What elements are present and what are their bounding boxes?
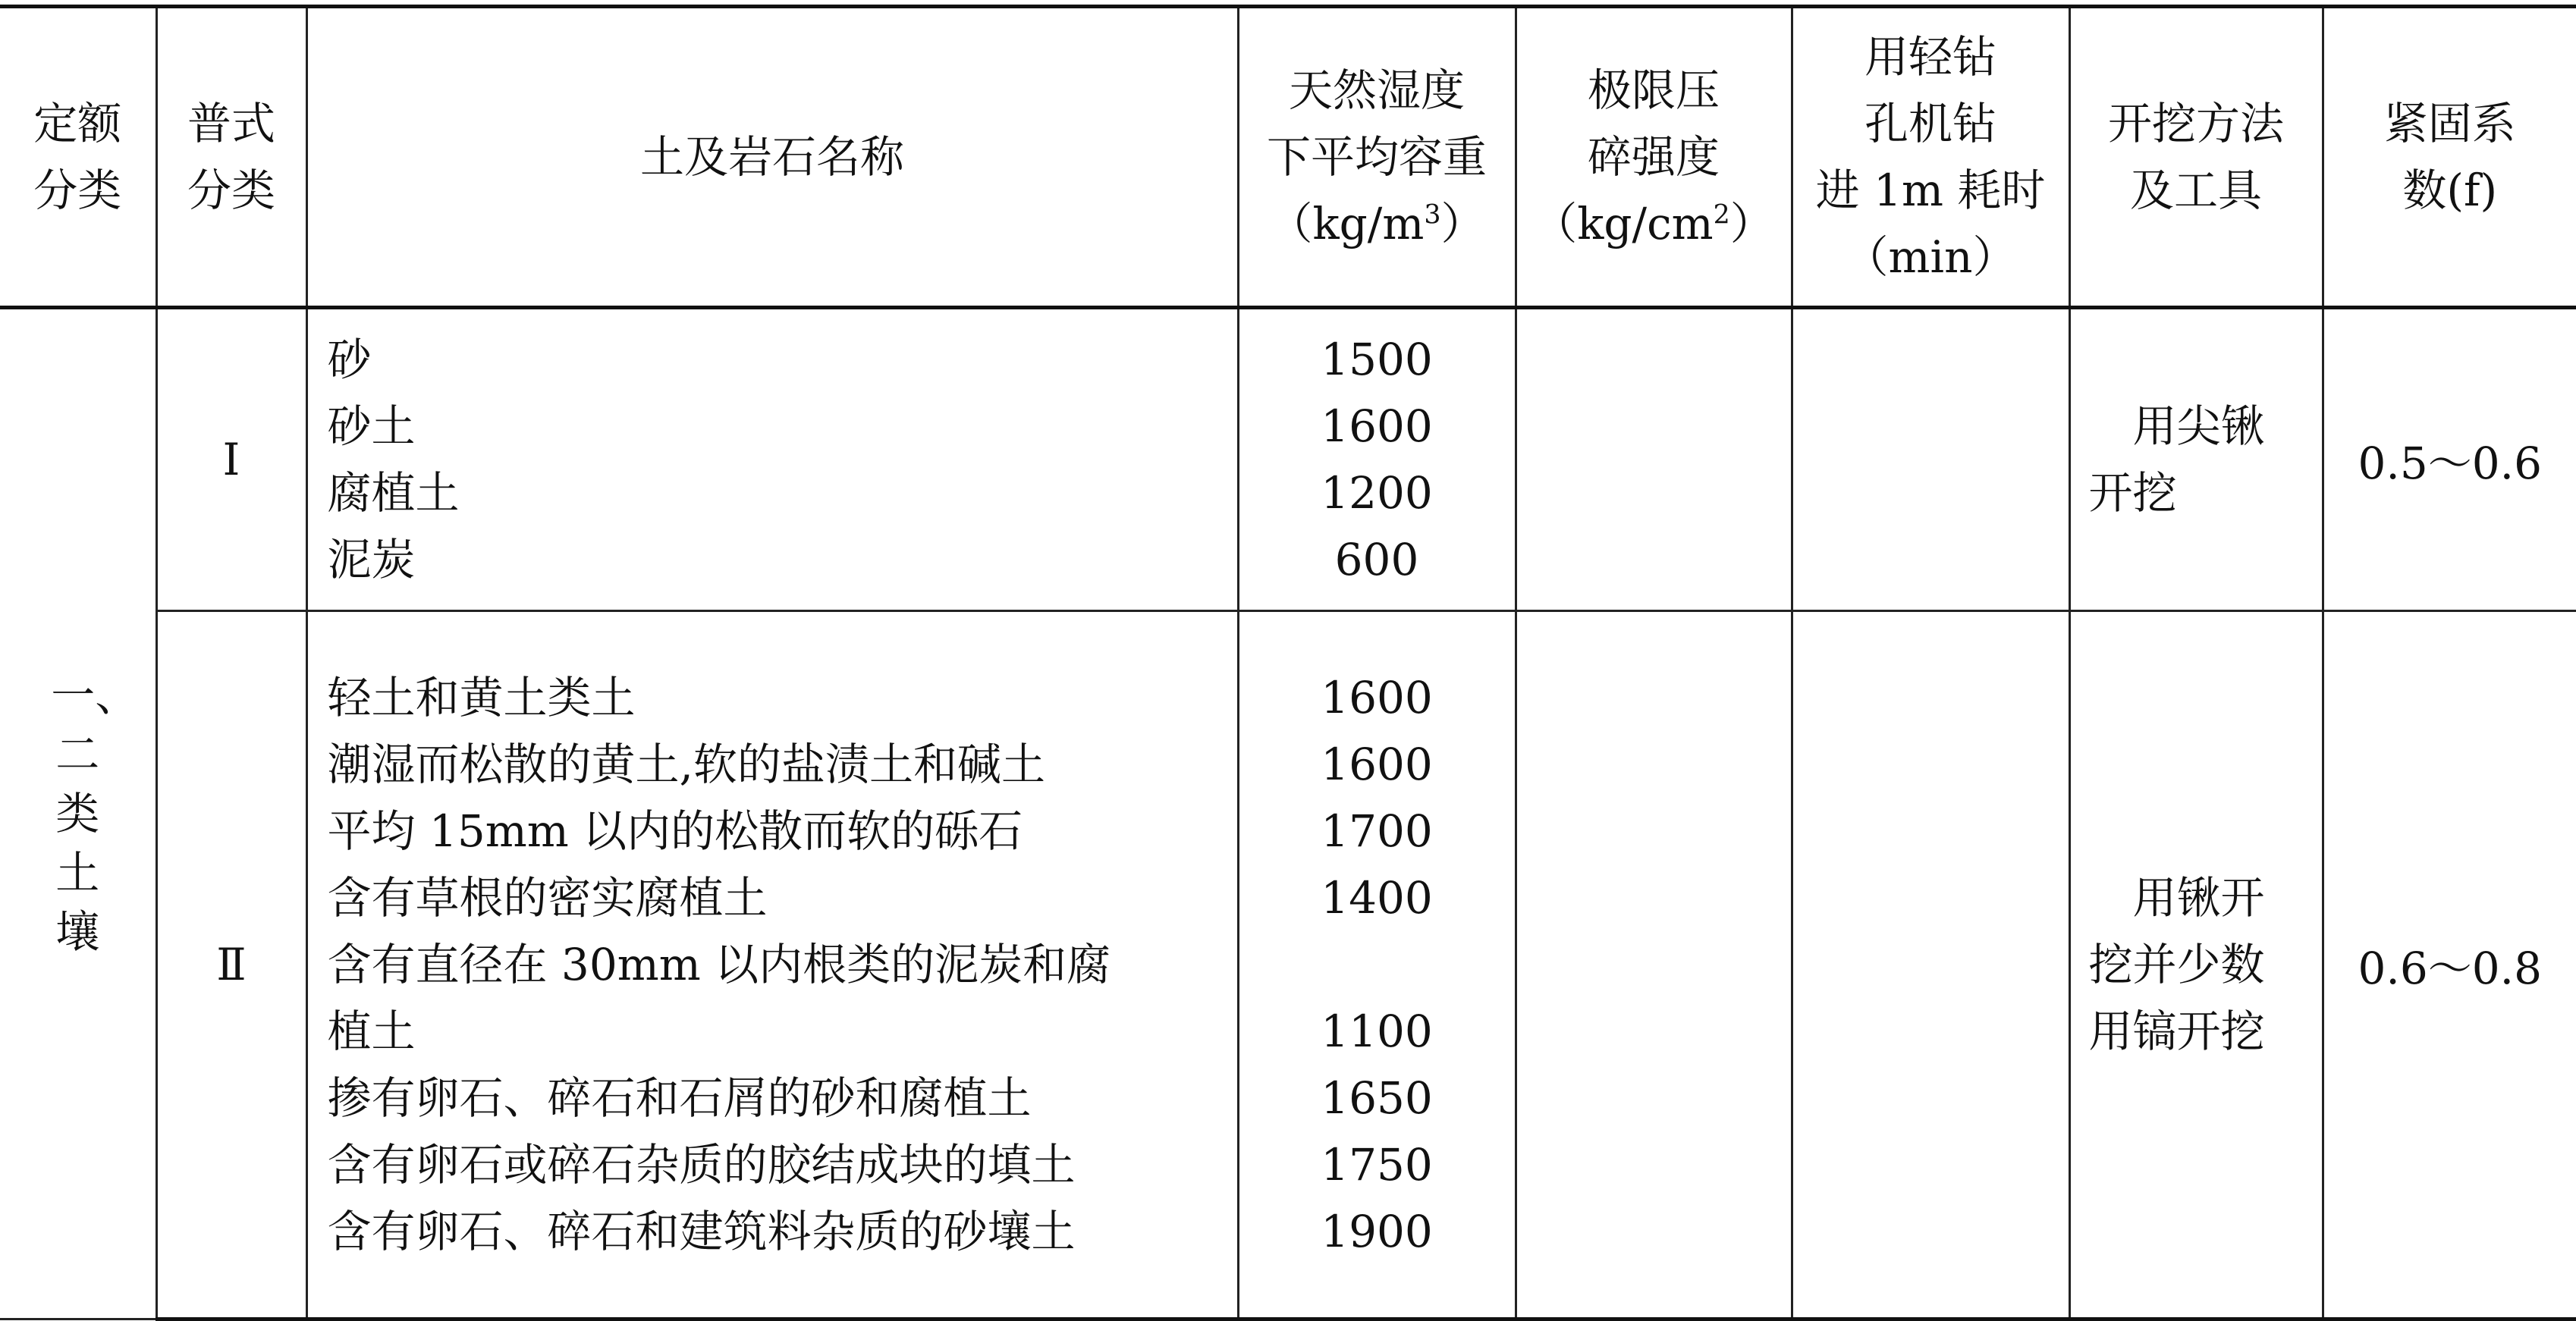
density-value: 1500 bbox=[1321, 334, 1433, 385]
header-coefficient-line-2: 数(f) bbox=[2402, 165, 2498, 216]
drill-time-cell-2 bbox=[1792, 611, 2069, 1319]
soil-name: 植土 bbox=[327, 1006, 416, 1057]
density-value: 1600 bbox=[1321, 739, 1433, 790]
header-quota-class bbox=[0, 7, 156, 308]
header-density-unit-exp: 3 bbox=[1424, 199, 1441, 231]
table-row-grade-1 bbox=[0, 308, 2576, 611]
strength-cell-1 bbox=[1516, 308, 1792, 611]
coefficient-cell-2 bbox=[2323, 611, 2576, 1319]
header-drill-time bbox=[1792, 7, 2069, 308]
header-density bbox=[1238, 7, 1516, 308]
names-cell-2 bbox=[306, 611, 1238, 1319]
header-general-class-line-1: 普式 bbox=[187, 98, 275, 149]
header-general-class-line-2: 分类 bbox=[187, 165, 275, 216]
header-drill-time-line-1: 用轻钻 bbox=[1864, 31, 1996, 83]
soil-name: 腐植土 bbox=[327, 467, 460, 519]
header-strength-unit bbox=[1517, 190, 1791, 257]
header-coefficient-line-1: 紧固系 bbox=[2383, 98, 2516, 149]
header-row bbox=[0, 7, 2576, 308]
header-strength-line-2: 碎强度 bbox=[1587, 131, 1720, 183]
header-density-unit-base: （kg/m bbox=[1268, 198, 1425, 249]
header-drill-time-line-3: 进 1m 耗时 bbox=[1815, 165, 2046, 216]
density-value bbox=[1239, 931, 1515, 998]
header-density-unit-close: ） bbox=[1440, 198, 1485, 249]
density-value: 600 bbox=[1334, 534, 1419, 585]
method-line: 用锹开 bbox=[2132, 872, 2265, 924]
header-quota-class-line-1: 定额 bbox=[33, 98, 122, 149]
density-value: 1100 bbox=[1321, 1006, 1433, 1057]
header-strength-unit-exp: 2 bbox=[1713, 199, 1730, 231]
density-cell-1 bbox=[1238, 308, 1516, 611]
header-strength-unit-base: （kg/cm bbox=[1533, 198, 1714, 249]
soil-name: 轻土和黄土类土 bbox=[327, 672, 636, 723]
header-density-unit bbox=[1239, 190, 1515, 257]
header-name bbox=[306, 7, 1238, 308]
header-density-line-2: 下平均容重 bbox=[1266, 131, 1487, 183]
density-value: 1200 bbox=[1321, 467, 1433, 519]
soil-name: 平均 15mm 以内的松散而软的砾石 bbox=[327, 805, 1023, 857]
header-drill-time-line-2: 孔机钻 bbox=[1864, 98, 1996, 149]
header-method-line-1: 开挖方法 bbox=[2107, 98, 2284, 149]
header-method-line-2: 及工具 bbox=[2129, 165, 2262, 216]
header-general-class bbox=[156, 7, 306, 308]
soil-name: 含有卵石或碎石杂质的胶结成块的填土 bbox=[327, 1139, 1076, 1191]
density-value: 1750 bbox=[1321, 1139, 1433, 1191]
grade-label-2: Ⅱ bbox=[216, 939, 247, 990]
header-strength-unit-close: ） bbox=[1729, 198, 1774, 249]
header-method bbox=[2069, 7, 2323, 308]
soil-name: 含有卵石、碎石和建筑料杂质的砂壤土 bbox=[327, 1206, 1076, 1257]
drill-time-cell-1 bbox=[1792, 308, 2069, 611]
density-value: 1600 bbox=[1321, 672, 1433, 723]
soil-name: 砂 bbox=[327, 334, 372, 385]
strength-cell-2 bbox=[1516, 611, 1792, 1319]
method-line: 用尖锹 bbox=[2132, 400, 2265, 452]
soil-name: 含有草根的密实腐植土 bbox=[327, 872, 768, 924]
category-label: 一、二类土壤 bbox=[51, 670, 140, 958]
category-cell bbox=[0, 308, 156, 1319]
density-value: 1900 bbox=[1321, 1206, 1433, 1257]
density-value: 1400 bbox=[1321, 872, 1433, 924]
grade-cell-2 bbox=[156, 611, 306, 1319]
header-strength bbox=[1516, 7, 1792, 308]
table-row-grade-2 bbox=[0, 611, 2576, 1319]
soil-name: 泥炭 bbox=[327, 534, 416, 585]
header-coefficient bbox=[2323, 7, 2576, 308]
density-value: 1650 bbox=[1321, 1072, 1433, 1124]
header-drill-time-line-4: （min） bbox=[1844, 231, 2017, 283]
density-cell-2 bbox=[1238, 611, 1516, 1319]
grade-label-1: Ⅰ bbox=[222, 434, 240, 485]
method-line: 挖并少数 bbox=[2088, 939, 2265, 990]
soil-name: 含有直径在 30mm 以内根类的泥炭和腐 bbox=[327, 939, 1111, 990]
density-value: 1700 bbox=[1321, 805, 1433, 857]
coefficient-cell-1 bbox=[2323, 308, 2576, 611]
method-line: 开挖 bbox=[2088, 467, 2177, 519]
coefficient-value-1: 0.5～0.6 bbox=[2358, 438, 2542, 489]
header-quota-class-line-2: 分类 bbox=[33, 165, 122, 216]
header-name-text: 土及岩石名称 bbox=[639, 131, 904, 183]
density-value: 1600 bbox=[1321, 400, 1433, 452]
coefficient-value-2: 0.6～0.8 bbox=[2358, 943, 2542, 994]
method-cell-2 bbox=[2069, 611, 2323, 1319]
header-strength-line-1: 极限压 bbox=[1587, 64, 1720, 116]
soil-name: 砂土 bbox=[327, 400, 416, 452]
method-line: 用镐开挖 bbox=[2088, 1006, 2265, 1057]
names-cell-1 bbox=[306, 308, 1238, 611]
header-density-line-1: 天然湿度 bbox=[1288, 64, 1465, 116]
soil-name: 掺有卵石、碎石和石屑的砂和腐植土 bbox=[327, 1072, 1032, 1124]
soil-name: 潮湿而松散的黄土,软的盐渍土和碱土 bbox=[327, 739, 1045, 790]
grade-cell-1 bbox=[156, 308, 306, 611]
method-cell-1 bbox=[2069, 308, 2323, 611]
soil-classification-table bbox=[0, 5, 2576, 1321]
